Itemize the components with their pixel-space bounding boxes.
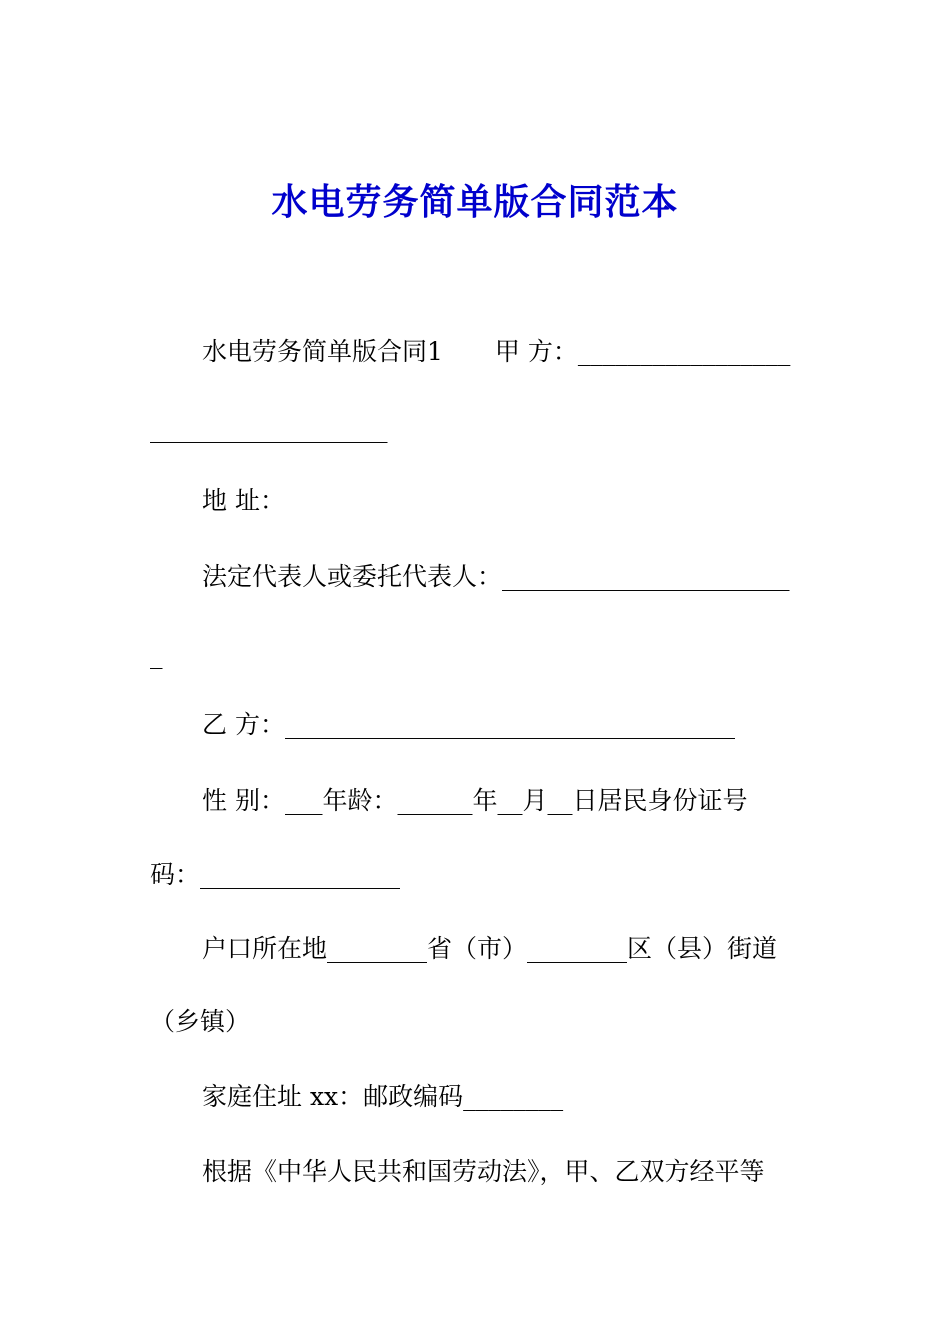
contract-line-1	[202, 335, 790, 369]
township-line: （乡镇）	[150, 1007, 251, 1036]
party-a-continuation: ___________________	[150, 414, 388, 443]
personal-info-line: 性 别：___年龄：______年__月__日居民身份证号	[202, 786, 748, 815]
contract-basis-paragraph: 根据《中华人民共和国劳动法》，甲、乙双方经平等	[202, 1157, 765, 1186]
party-a-field: 甲 方：_________________	[494, 337, 791, 366]
legal-representative-continuation: _	[150, 640, 163, 669]
contract-heading: 水电劳务简单版合同1	[202, 337, 443, 366]
home-address-line: 家庭住址 xx：邮政编码________	[202, 1082, 564, 1111]
document-title: 水电劳务简单版合同范本	[271, 182, 679, 223]
address-field: 地 址：	[202, 486, 285, 515]
household-registration-line: 户口所在地________省（市）________区（县）街道	[202, 934, 778, 963]
legal-representative-field: 法定代表人或委托代表人：_______________________	[202, 562, 790, 591]
party-b-field: 乙 方：____________________________________	[202, 710, 735, 739]
id-number-field: 码：________________	[150, 860, 401, 889]
